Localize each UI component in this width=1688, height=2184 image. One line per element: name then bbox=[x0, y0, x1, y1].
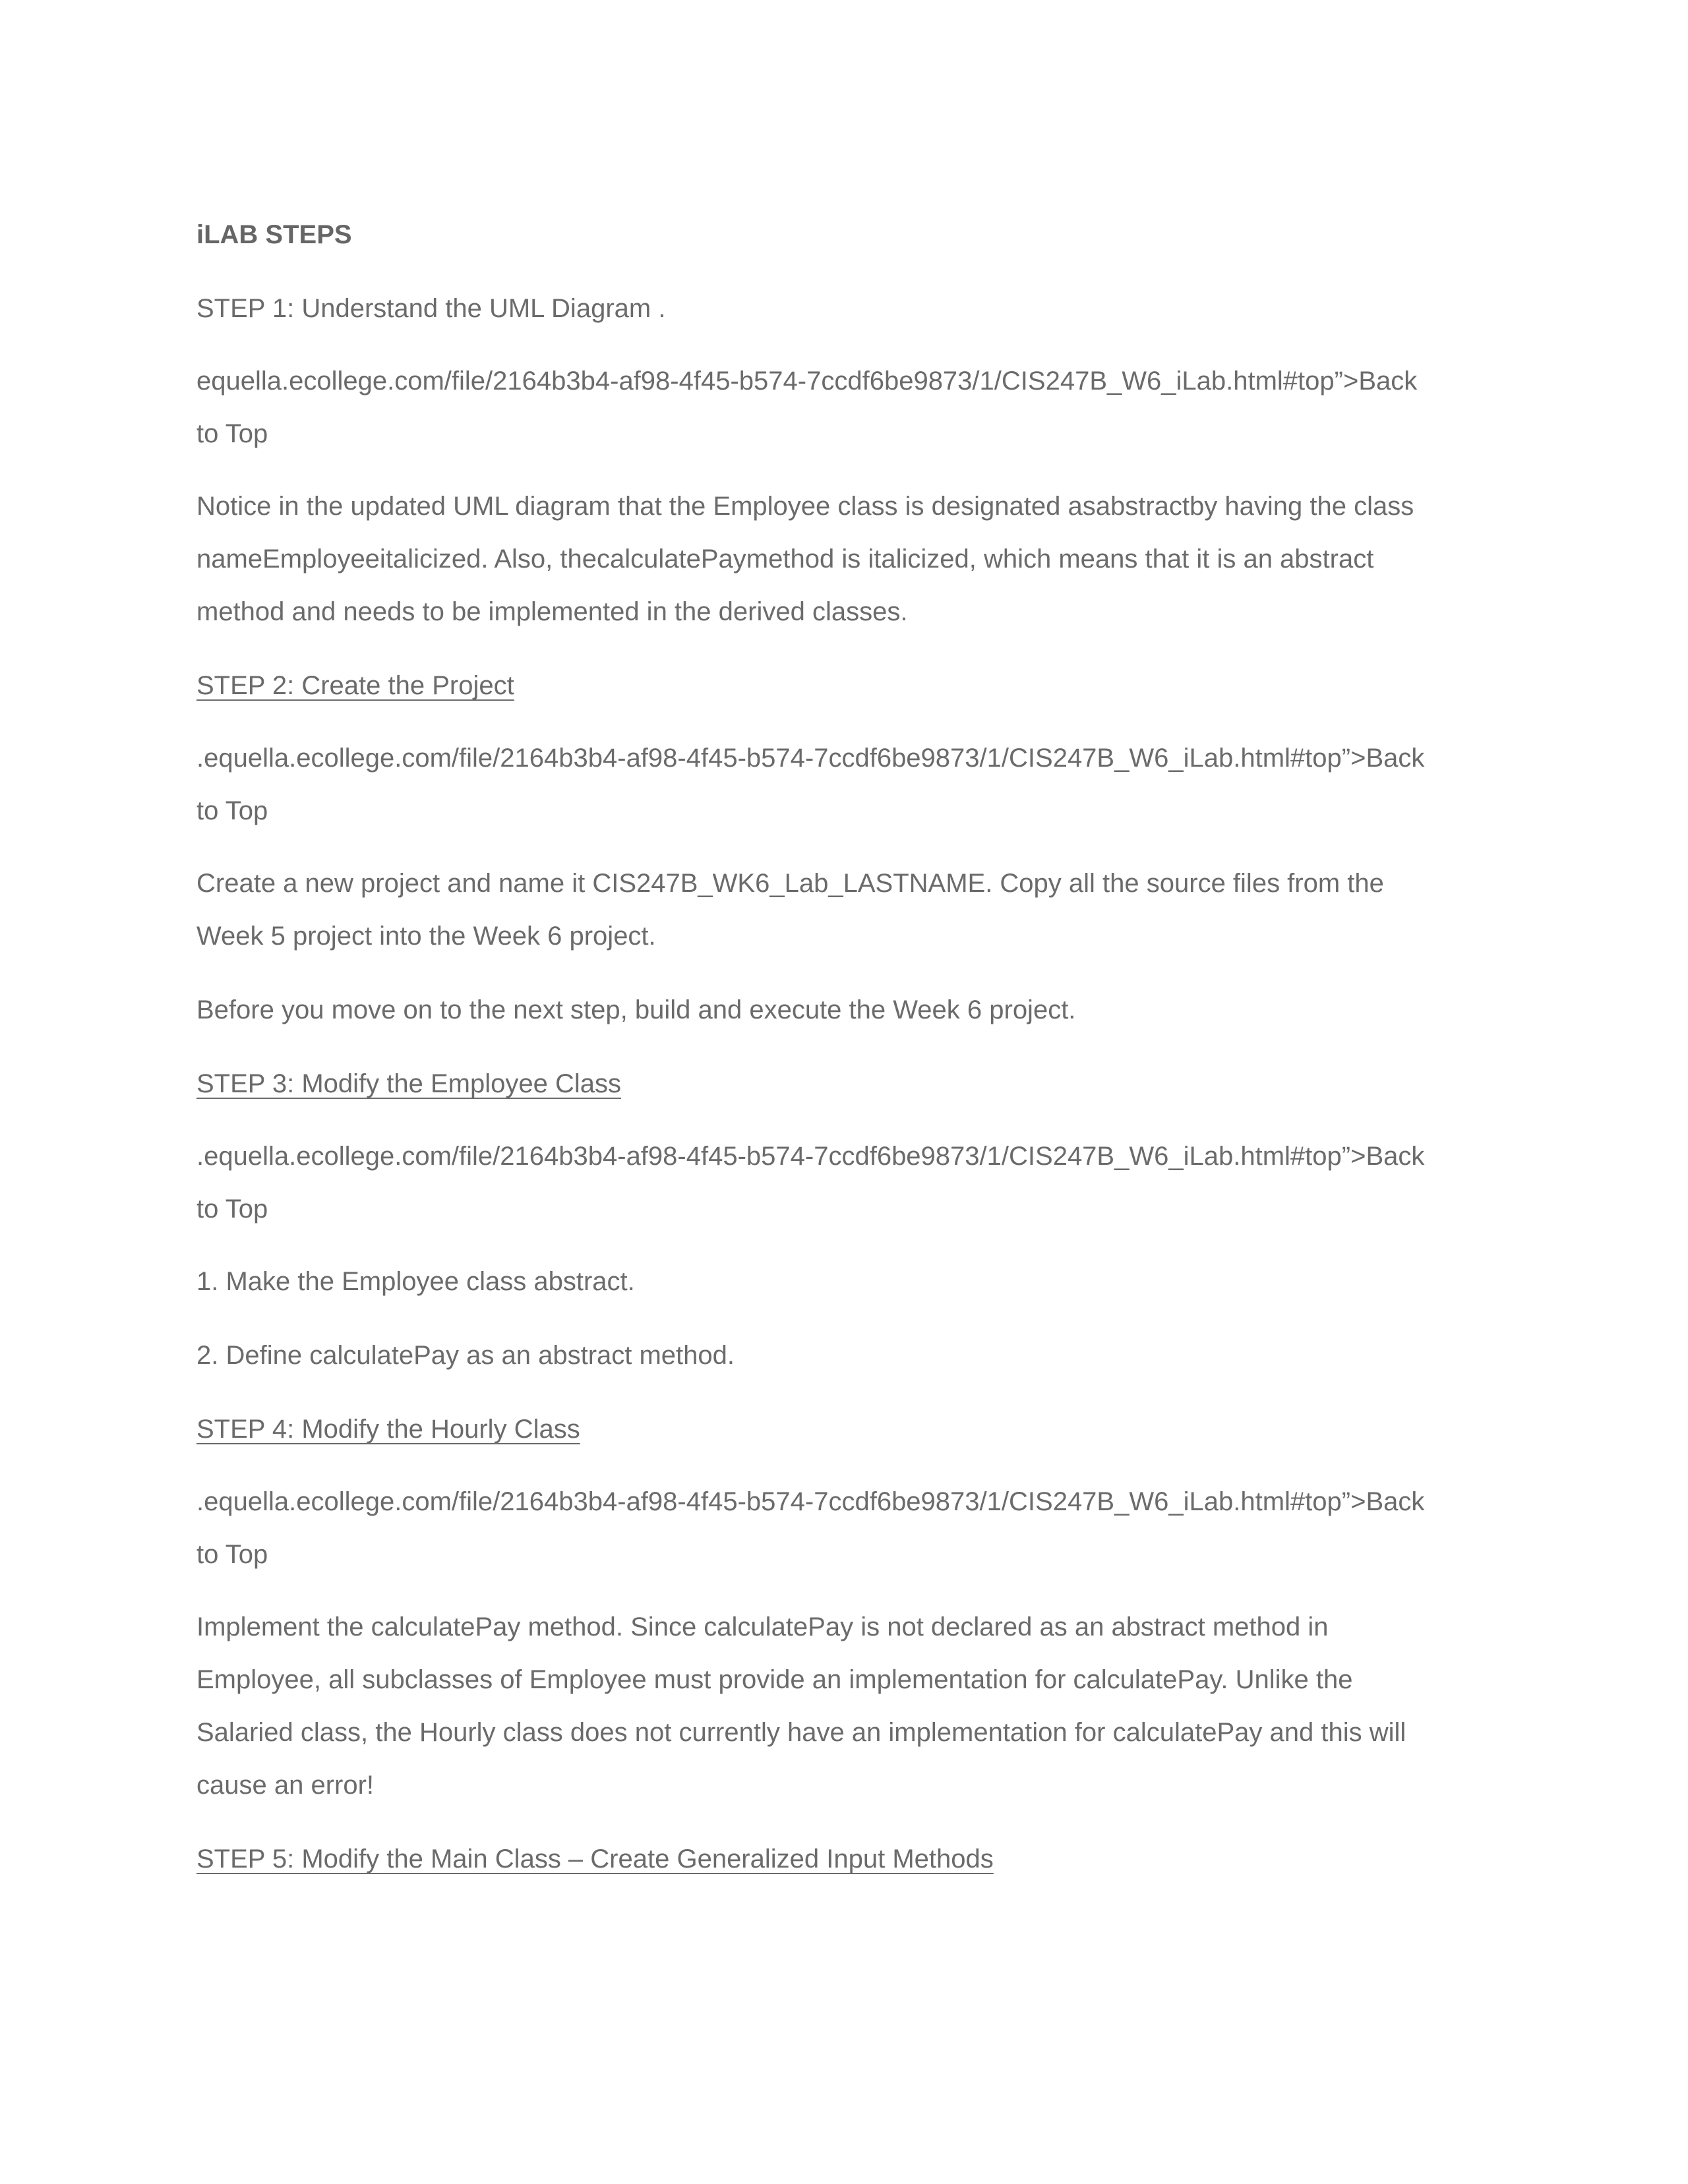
paragraph-line: nameEmployeeitalicized. Also, thecalculatePaymethod is italicized, which means that it is an abstract bbox=[196, 545, 1374, 574]
step-4-back-to-top-link[interactable] bbox=[196, 1475, 1489, 1581]
step-2-back-to-top-link[interactable] bbox=[196, 732, 1489, 837]
paragraph-line: Employee, all subclasses of Employee must provide an implementation for calculatePay. Unlike the bbox=[196, 1665, 1353, 1694]
link-text-line: equella.ecollege.com/file/2164b3b4-af98-4f45-b574-7ccdf6be9873/1/CIS247B_W6_iLab.html#top”>Back bbox=[196, 367, 1418, 396]
step-1-paragraph bbox=[196, 480, 1489, 638]
step-3-back-to-top-link[interactable] bbox=[196, 1130, 1489, 1235]
link-text-line: to Top bbox=[196, 796, 268, 825]
step-1-heading: STEP 1: Understand the UML Diagram . bbox=[196, 294, 666, 323]
step-3-heading-link[interactable]: STEP 3: Modify the Employee Class bbox=[196, 1069, 621, 1098]
step-4-heading-link[interactable]: STEP 4: Modify the Hourly Class bbox=[196, 1415, 580, 1444]
link-text-line: to Top bbox=[196, 1195, 268, 1224]
step-2-paragraph-1 bbox=[196, 857, 1489, 962]
link-text-line: .equella.ecollege.com/file/2164b3b4-af98-4f45-b574-7ccdf6be9873/1/CIS247B_W6_iLab.html#top”>Back bbox=[196, 1142, 1425, 1171]
step-3-item-2: 2. Define calculatePay as an abstract method. bbox=[196, 1341, 735, 1370]
step-3-item-1: 1. Make the Employee class abstract. bbox=[196, 1267, 635, 1296]
step-2-heading-link[interactable]: STEP 2: Create the Project bbox=[196, 671, 514, 700]
step-1-back-to-top-link[interactable] bbox=[196, 355, 1489, 460]
page-title: iLAB STEPS bbox=[196, 220, 352, 249]
step-5-heading-link[interactable]: STEP 5: Modify the Main Class – Create Generalized Input Methods bbox=[196, 1845, 994, 1874]
paragraph-line: Implement the calculatePay method. Since calculatePay is not declared as an abstract method in bbox=[196, 1612, 1329, 1641]
paragraph-line: Create a new project and name it CIS247B_WK6_Lab_LASTNAME. Copy all the source files from the bbox=[196, 869, 1384, 898]
link-text-line: to Top bbox=[196, 419, 268, 448]
paragraph-line: Salaried class, the Hourly class does not currently have an implementation for calculatePay and this will bbox=[196, 1718, 1406, 1747]
paragraph-line: Notice in the updated UML diagram that the Employee class is designated asabstractby having the class bbox=[196, 492, 1414, 521]
step-4-paragraph bbox=[196, 1601, 1489, 1812]
link-text-line: .equella.ecollege.com/file/2164b3b4-af98-4f45-b574-7ccdf6be9873/1/CIS247B_W6_iLab.html#top”>Back bbox=[196, 1487, 1425, 1516]
paragraph-line: method and needs to be implemented in the derived classes. bbox=[196, 597, 908, 626]
paragraph-line: cause an error! bbox=[196, 1771, 375, 1800]
link-text-line: to Top bbox=[196, 1540, 268, 1569]
link-text-line: .equella.ecollege.com/file/2164b3b4-af98-4f45-b574-7ccdf6be9873/1/CIS247B_W6_iLab.html#top”>Back bbox=[196, 744, 1425, 773]
paragraph-line: Week 5 project into the Week 6 project. bbox=[196, 922, 656, 951]
step-2-paragraph-2: Before you move on to the next step, build and execute the Week 6 project. bbox=[196, 995, 1076, 1024]
